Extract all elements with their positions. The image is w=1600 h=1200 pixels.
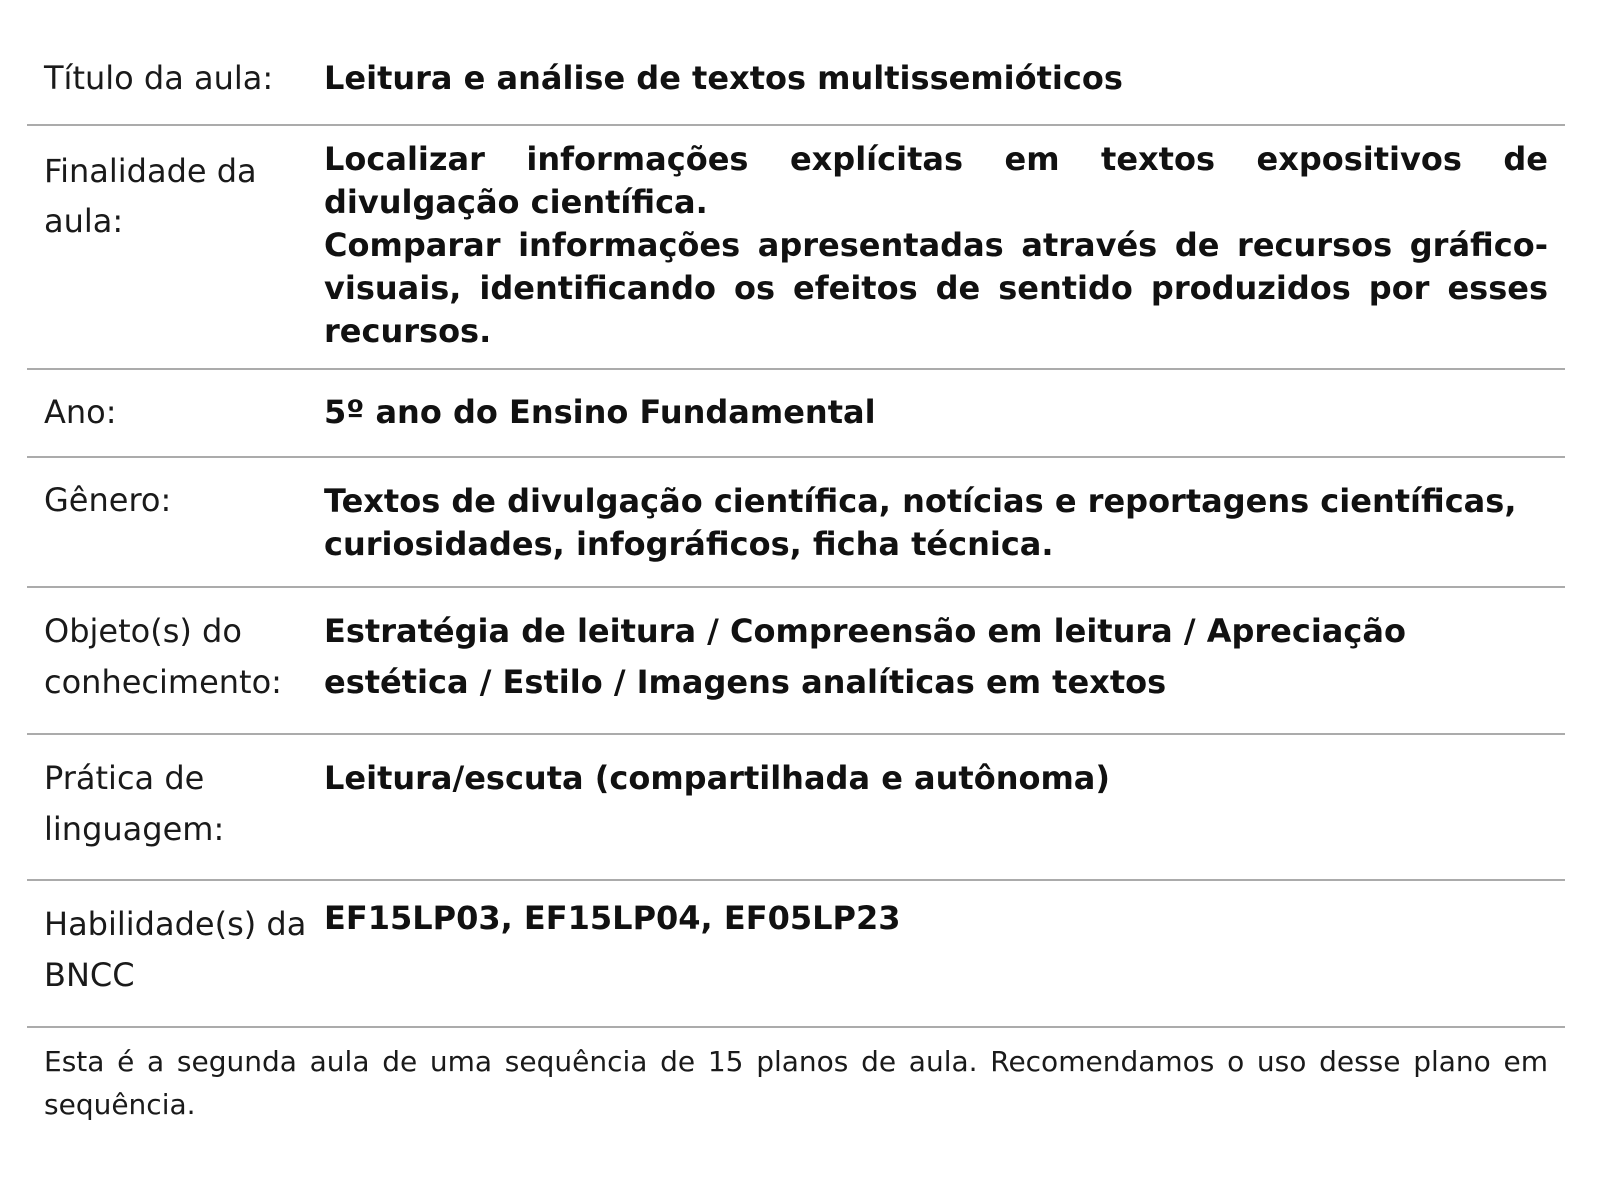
row-knowledge-objects [27, 588, 1565, 735]
knowledge-objects-label: Objeto(s) do conhecimento: [44, 612, 282, 701]
lesson-purpose-value [324, 126, 1565, 368]
row-lesson-title [27, 44, 1565, 126]
lesson-title-value: Leitura e análise de textos multissemióticos [324, 59, 1123, 97]
row-school-year [27, 370, 1565, 458]
knowledge-objects-value: Estratégia de leitura / Compreensão em leitura / Apreciação estética / Estilo / Imagens analíticas em textos [324, 612, 1406, 701]
row-genre [27, 458, 1565, 588]
lesson-plan-table [27, 44, 1565, 1126]
lesson-purpose-objective-2: Comparar informações apresentadas através de recursos gráfico-visuais, identificando os efeitos de sentido produzidos por esses recursos. [324, 226, 1548, 350]
genre-label: Gênero: [44, 481, 172, 519]
lesson-purpose-objective-1: Localizar informações explícitas em textos expositivos de divulgação científica. [324, 140, 1548, 221]
bncc-skills-value: EF15LP03, EF15LP04, EF05LP23 [324, 899, 901, 937]
school-year-label: Ano: [44, 393, 117, 431]
row-language-practice [27, 735, 1565, 881]
row-bncc-skills [27, 881, 1565, 1028]
lesson-purpose-label: Finalidade da aula: [44, 152, 257, 240]
sequence-footnote: Esta é a segunda aula de uma sequência de 15 planos de aula. Recomendamos o uso desse plano em sequência. [44, 1045, 1548, 1121]
row-lesson-purpose [27, 126, 1565, 370]
school-year-value: 5º ano do Ensino Fundamental [324, 393, 876, 431]
lesson-title-label: Título da aula: [44, 59, 274, 97]
genre-value: Textos de divulgação científica, notícias e reportagens científicas, curiosidades, infográficos, ficha técnica. [324, 482, 1517, 563]
language-practice-value: Leitura/escuta (compartilhada e autônoma) [324, 759, 1111, 797]
bncc-skills-label: Habilidade(s) da BNCC [44, 905, 307, 994]
language-practice-label: Prática de linguagem: [44, 759, 225, 848]
